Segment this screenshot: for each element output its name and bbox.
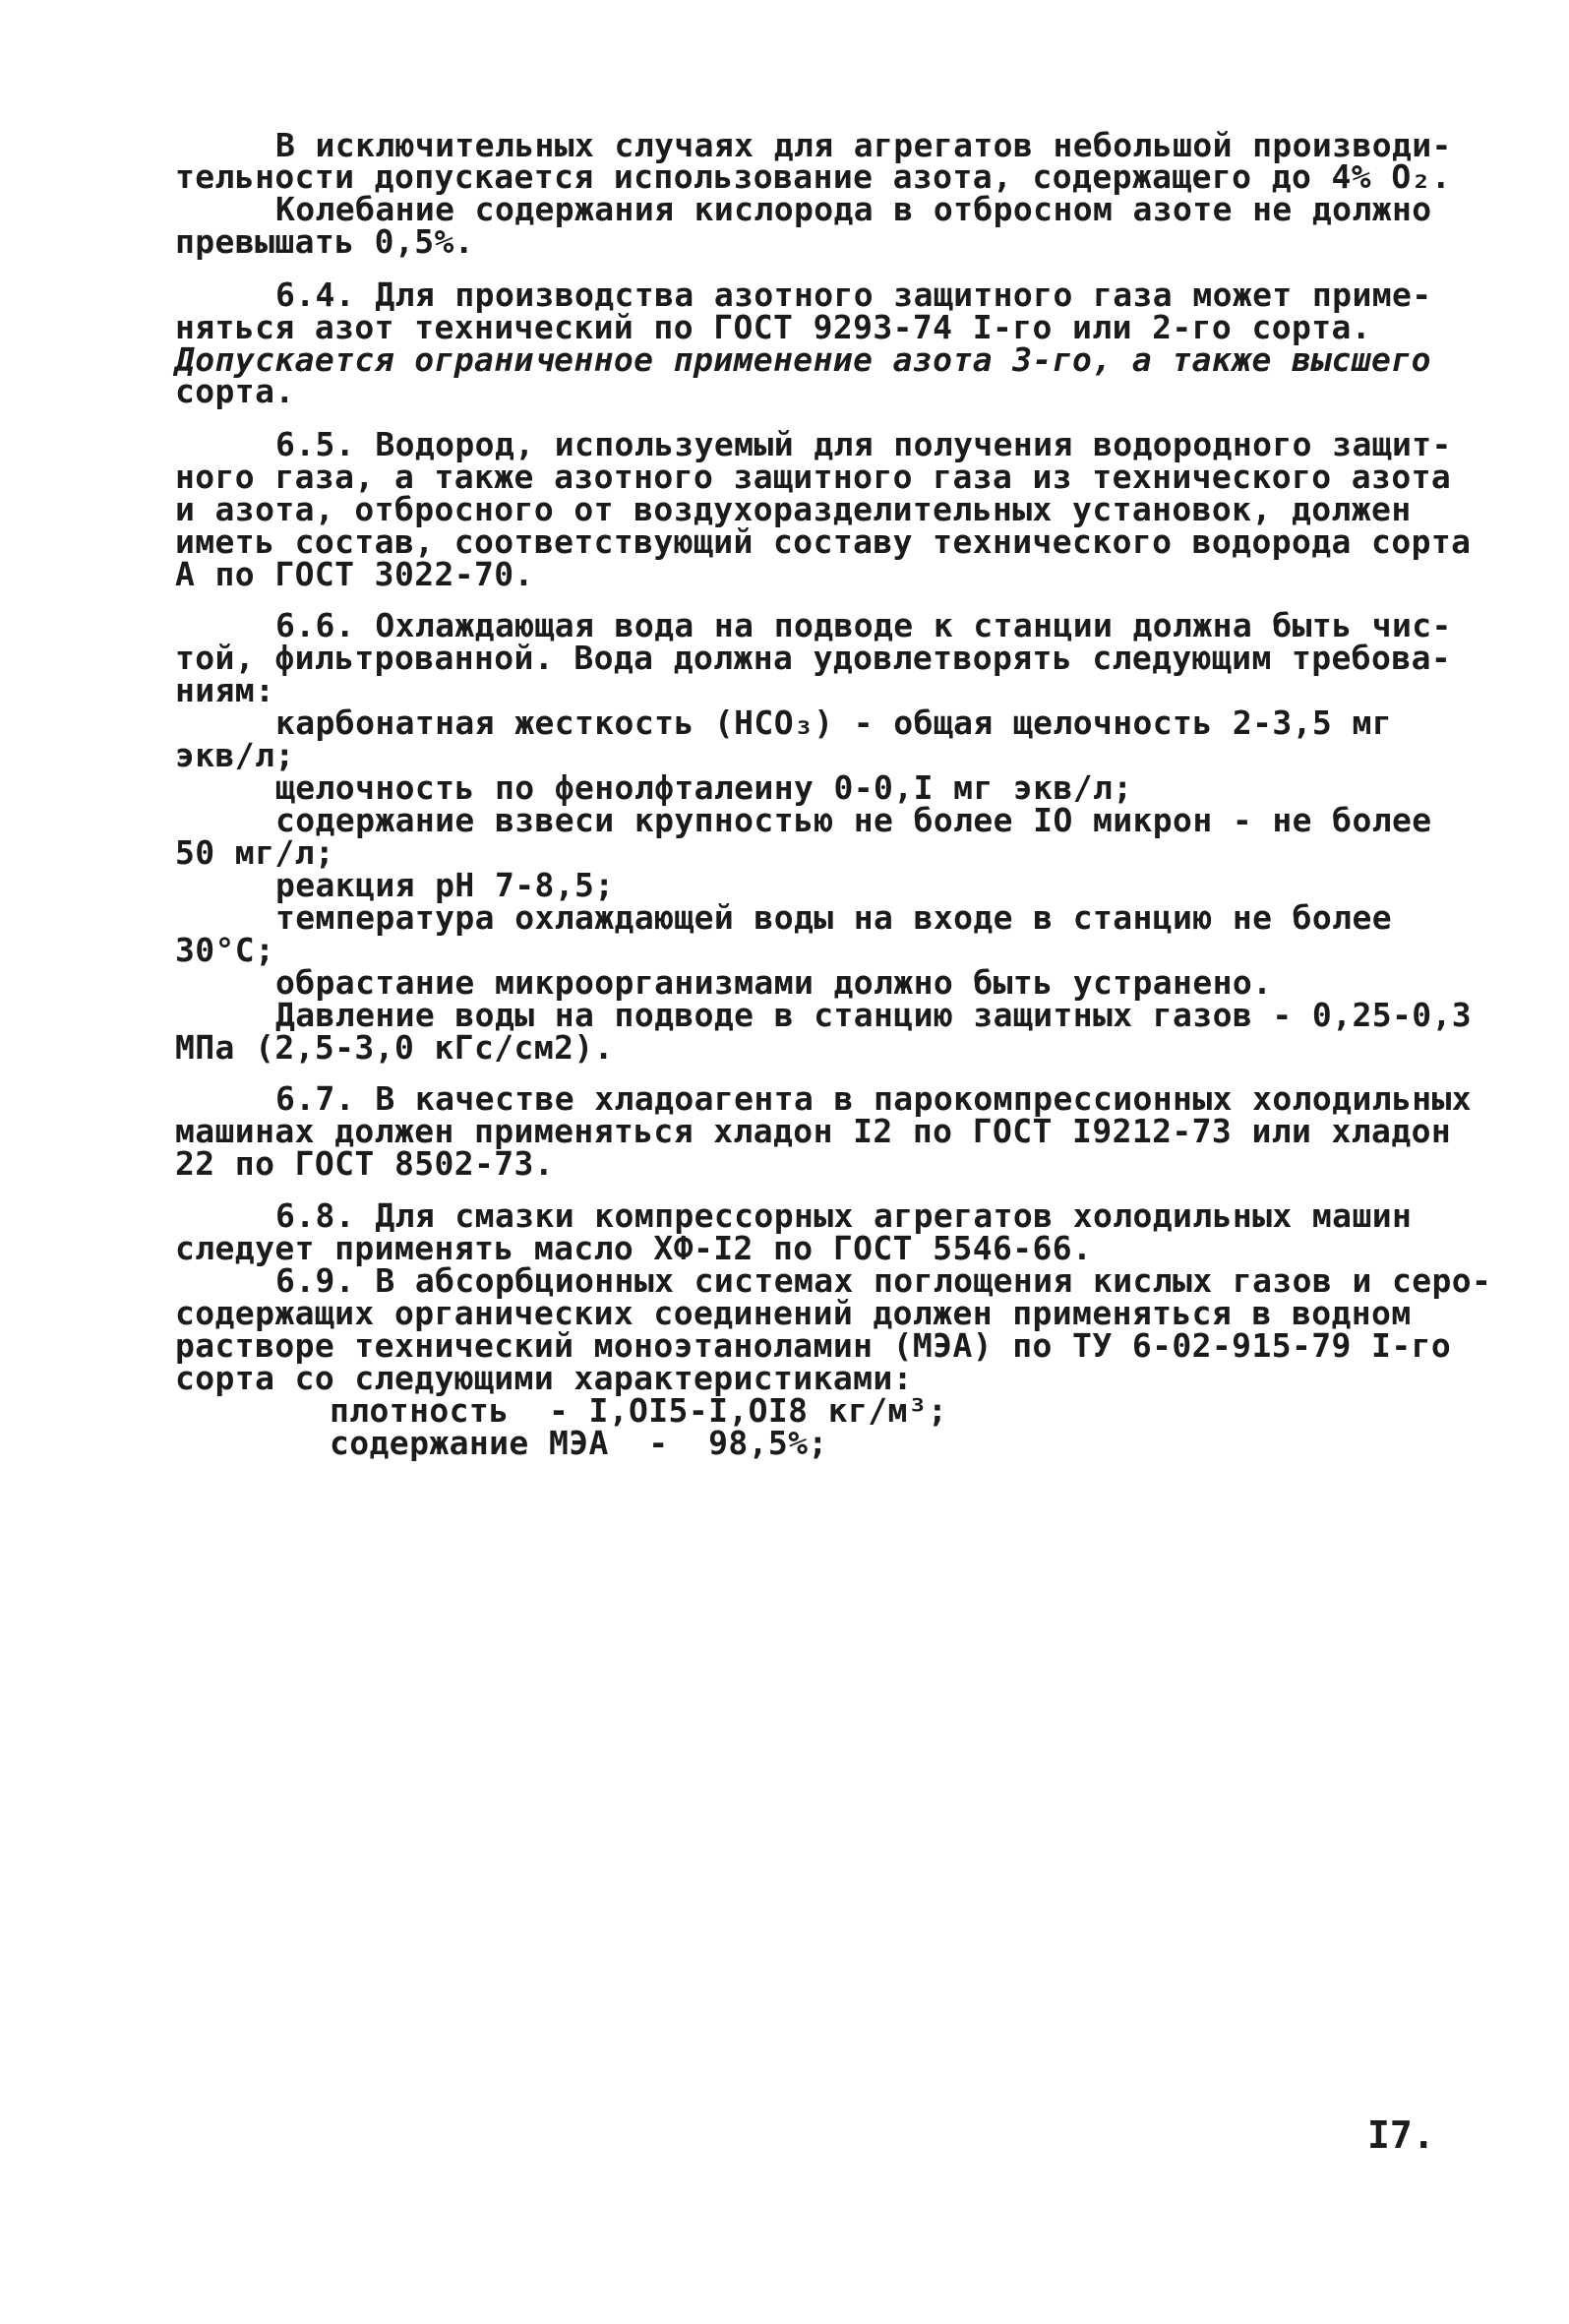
text-line: тельности допускается использование азота, содержащего до 4% O₂. (175, 157, 1452, 196)
text-line: карбонатная жесткость (НСО₃) - общая щелочность 2-3,5 мг (275, 703, 1392, 742)
text-line: обрастание микроорганизмами должно быть устранено. (275, 963, 1273, 1002)
text-line: и азота, отбросного от воздухоразделительных установок, должен (175, 490, 1412, 528)
text-line: сорта со следующими характеристиками: (175, 1359, 913, 1397)
text-line: температура охлаждающей воды на входе в станцию не более (275, 898, 1392, 937)
text-line: Давление воды на подводе в станцию защитных газов - 0,25-0,3 (275, 996, 1473, 1034)
text-line: иметь состав, соответствующий составу технического водорода сорта (175, 522, 1472, 561)
text-line: щелочность по фенолфталеину 0-0,I мг экв/л; (275, 768, 1133, 807)
text-line: 6.4. Для производства азотного защитного газа может приме- (275, 275, 1432, 314)
text-line: 6.9. В абсорбционных системах поглощения кислых газов и серо- (275, 1261, 1492, 1300)
text-line: сорта. (175, 372, 295, 410)
text-line: содержание взвеси крупностью не более IO микрон - не более (275, 801, 1432, 839)
text-line: содержащих органических соединений должен применяться в водном (175, 1294, 1412, 1332)
page-number: I7. (1367, 2113, 1435, 2157)
text-line: 6.6. Охлаждающая вода на подводе к станции должна быть чис- (275, 606, 1452, 644)
text-line: реакция pH 7-8,5; (275, 866, 615, 904)
text-line: ного газа, а также азотного защитного газа из технического азота (175, 458, 1452, 496)
text-line: В исключительных случаях для агрегатов небольшой производи- (275, 126, 1452, 164)
text-line: Колебание содержания кислорода в отбросном азоте не должно (275, 190, 1432, 228)
text-line: машинах должен применяться хладон I2 по ГОСТ I9212-73 или хладон (175, 1112, 1452, 1150)
text-line: превышать 0,5%. (175, 222, 475, 261)
text-line: 50 мг/л; (175, 833, 335, 872)
text-line: экв/л; (175, 736, 295, 774)
text-line: 6.7. В качестве хладоагента в парокомпрессионных холодильных (275, 1079, 1473, 1118)
text-line: 6.8. Для смазки компрессорных агрегатов холодильных машин (275, 1196, 1413, 1235)
text-line: 30°С; (175, 931, 275, 969)
text-line: той, фильтрованной. Вода должна удовлетворять следующим требова- (175, 639, 1452, 677)
text-line: содержание МЭА - 98,5%; (330, 1424, 828, 1462)
text-line: 6.5. Водород, используемый для получения водородного защит- (275, 425, 1452, 463)
text-line: Допускается ограниченное применение азота 3-го, а также высшего (175, 340, 1431, 379)
text-line: няться азот технический по ГОСТ 9293-74 I-го или 2-го сорта. (175, 308, 1372, 346)
text-line: растворе технический моноэтаноламин (МЭА) по ТУ 6-02-915-79 I-го (175, 1326, 1452, 1365)
text-line: плотность - I,OI5-I,OI8 кг/м³; (330, 1391, 948, 1430)
text-line: следует применять масло ХФ-I2 по ГОСТ 5546-66. (175, 1229, 1093, 1267)
text-line: ниям: (175, 671, 275, 709)
text-line: А по ГОСТ 3022-70. (175, 555, 534, 593)
text-line: МПа (2,5-3,0 кГс/см2). (175, 1028, 614, 1067)
text-line: 22 по ГОСТ 8502-73. (175, 1144, 555, 1183)
